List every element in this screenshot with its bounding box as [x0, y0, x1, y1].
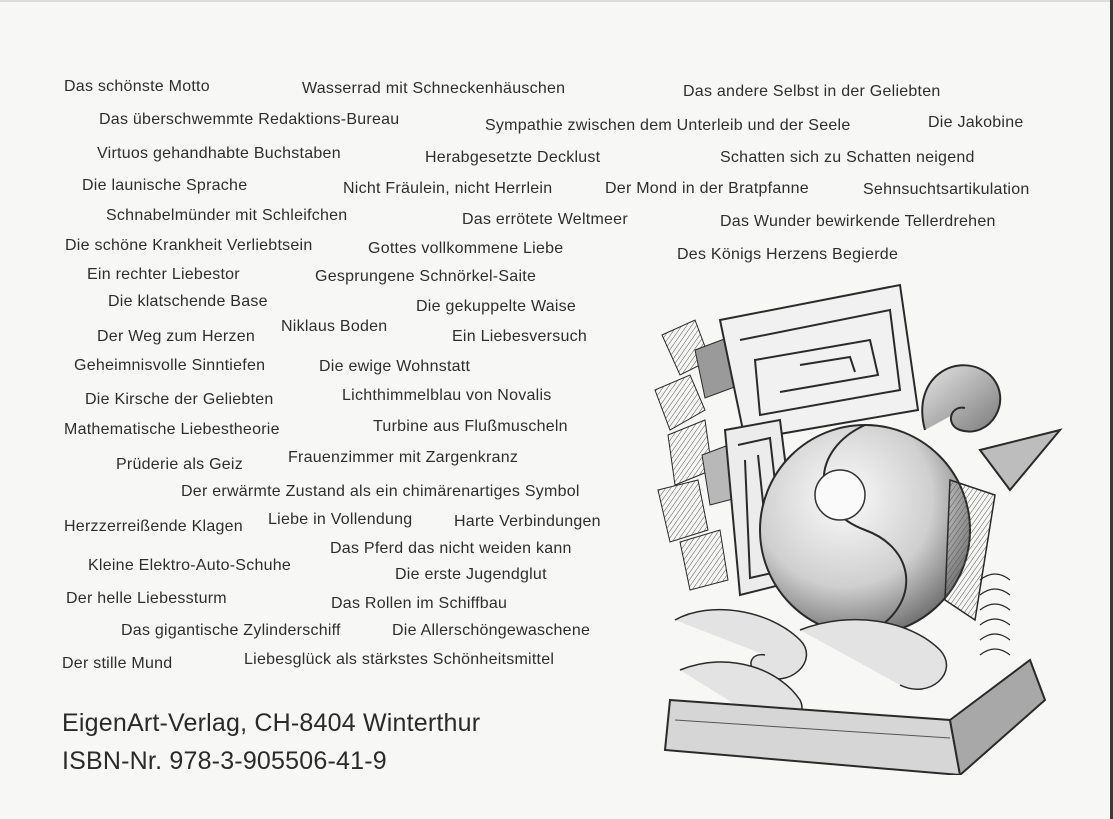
title-item: Die Jakobine: [928, 114, 1024, 131]
title-item: Gottes vollkommene Liebe: [368, 240, 564, 257]
title-item: Schnabelmünder mit Schleifchen: [106, 207, 348, 224]
title-item: Geheimnisvolle Sinntiefen: [74, 357, 266, 374]
title-item: Das andere Selbst in der Geliebten: [683, 83, 941, 100]
title-item: Mathematische Liebestheorie: [64, 421, 280, 438]
title-item: Prüderie als Geiz: [116, 456, 243, 473]
title-item: Sehnsuchtsartikulation: [863, 181, 1030, 198]
scan-top-edge: [0, 0, 1113, 2]
title-item: Der Weg zum Herzen: [97, 328, 256, 345]
title-item: Die launische Sprache: [82, 177, 248, 194]
title-item: Herzzerreißende Klagen: [64, 518, 243, 535]
title-item: Das gigantische Zylinderschiff: [121, 622, 341, 639]
title-item: Der Mond in der Bratpfanne: [605, 180, 809, 197]
title-item: Turbine aus Flußmuscheln: [373, 418, 568, 435]
title-item: Liebesglück als stärkstes Schönheitsmittel: [244, 651, 555, 668]
title-item: Das Wunder bewirkende Tellerdrehen: [720, 213, 996, 230]
title-item: Die Allerschöngewaschene: [392, 622, 591, 639]
title-item: Ein Liebesversuch: [452, 328, 587, 345]
title-item: Kleine Elektro-Auto-Schuhe: [88, 557, 292, 574]
title-item: Das Rollen im Schiffbau: [331, 595, 508, 612]
title-item: Nicht Fräulein, nicht Herrlein: [343, 180, 553, 197]
title-item: Das errötete Weltmeer: [462, 211, 628, 228]
title-item: Die klatschende Base: [108, 293, 268, 310]
title-item: Der erwärmte Zustand als ein chimärenartiges Symbol: [181, 483, 580, 500]
title-item: Der stille Mund: [62, 655, 173, 672]
title-item: Das schönste Motto: [64, 78, 210, 95]
ornamental-maze-drawing: [650, 280, 1075, 775]
title-item: Die erste Jugendglut: [395, 566, 547, 583]
title-item: Gesprungene Schnörkel-Saite: [315, 268, 537, 285]
title-item: Das überschwemmte Redaktions-Bureau: [99, 111, 400, 128]
title-item: Ein rechter Liebestor: [87, 266, 240, 283]
isbn-line: ISBN-Nr. 978-3-905506-41-9: [62, 747, 387, 775]
title-item: Virtuos gehandhabte Buchstaben: [97, 145, 341, 162]
title-item: Harte Verbindungen: [454, 513, 601, 530]
title-item: Frauenzimmer mit Zargenkranz: [288, 449, 519, 466]
title-item: Lichthimmelblau von Novalis: [342, 387, 552, 404]
title-item: Herabgesetzte Decklust: [425, 149, 601, 166]
title-item: Sympathie zwischen dem Unterleib und der Seele: [485, 117, 851, 134]
title-item: Wasserrad mit Schneckenhäuschen: [302, 80, 566, 97]
title-item: Niklaus Boden: [281, 318, 388, 335]
title-item: Des Königs Herzens Begierde: [677, 246, 899, 263]
title-item: Das Pferd das nicht weiden kann: [330, 540, 572, 557]
title-item: Die ewige Wohnstatt: [319, 358, 471, 375]
title-item: Liebe in Vollendung: [268, 511, 413, 528]
title-item: Der helle Liebessturm: [66, 590, 227, 607]
title-item: Schatten sich zu Schatten neigend: [720, 149, 975, 166]
title-item: Die Kirsche der Geliebten: [85, 391, 274, 408]
publisher-line: EigenArt-Verlag, CH-8404 Winterthur: [62, 709, 481, 737]
title-item: Die gekuppelte Waise: [416, 298, 577, 315]
title-item: Die schöne Krankheit Verliebtsein: [65, 237, 313, 254]
